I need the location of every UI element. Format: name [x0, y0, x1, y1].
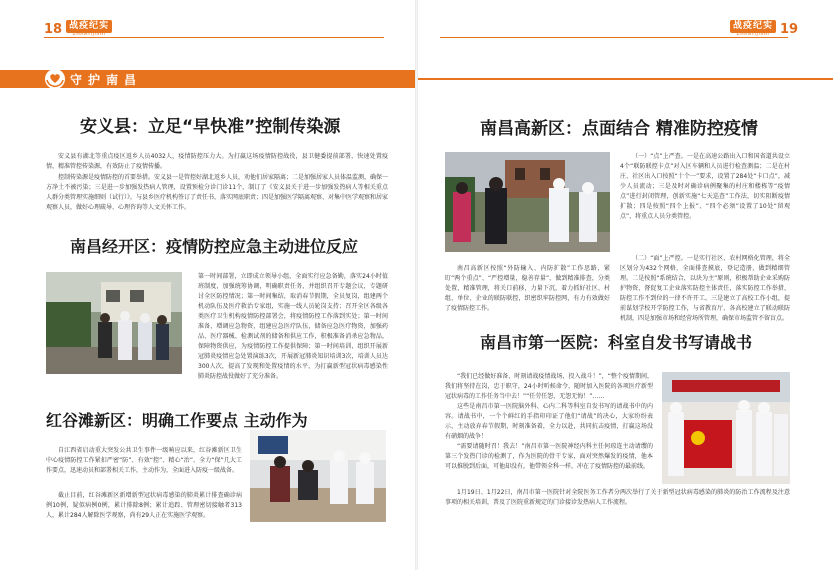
section-title: 守护南昌 [70, 73, 143, 87]
photo-gaoxin-checkpoint [445, 152, 610, 252]
photo-hospital-pledge [662, 372, 790, 484]
article-honggutan-paragraph-2: 截止目前，红谷滩新区新增新型冠状病毒感染的肺炎累计排查确诊病例10例，疑似病例0例，累计排除8例；累计追踪、管理密切接触者313人，累计284人解除医学观察，尚有29人正在实施医学观察。 [46, 492, 242, 519]
article-title-first-hospital: 南昌市第一医院：科室自发书写请战书 [480, 333, 753, 352]
right-page-number: 19 [780, 21, 799, 37]
right-logo-badge [730, 20, 776, 38]
article-honggutan-paragraph-1: 自江西省启动重大突发公共卫生事件一级响应以来，红谷滩新区卫生中心疫情防控工作紧扣严密“防”、有效“控”、精心“治”、全力“保”几大工作要点，迅速动员和部署相关工作，主动作为，全面进入防疫一级战备。 [46, 447, 242, 474]
right-header-rule [440, 37, 788, 38]
article-anyi-paragraph-1: 安义县有湖北等重点疫区返乡人员4032人，疫情防控压力大。为打赢这场疫情防控战役，县卫健委提前部署，快速处置疫情，精准管控传染源，有效防止了疫情传播。 [46, 153, 388, 170]
section-band-right [418, 78, 833, 80]
article-hospital-paragraph-3: “需要请随时召！我去！”南昌市第一医院神经内科主任何琼连主动请缨的第三个发热门诊的检测了，作为医院的骨干专家，面对突然爆发的疫情，他本可以推脱到后面，可他却没有，他带领全科一样，冲在了疫情防控的最前线。 [445, 443, 653, 470]
logo-text: 战疫纪实 [66, 20, 112, 33]
article-title-jingkai: 南昌经开区：疫情防控应急主动进位反应 [70, 237, 359, 256]
page-gutter [415, 0, 418, 570]
photo-honggutan-clinic [250, 430, 386, 522]
left-logo-badge [66, 20, 112, 38]
article-title-anyi: 安义县：立足“早快准”控制传染源 [80, 117, 341, 137]
left-page-number: 18 [44, 21, 63, 37]
left-header-rule [44, 37, 384, 38]
article-gaoxin-point-control: （一）“点”上严查。一是在高速公路出入口和国省道共设立4个“联防联控卡点”对入区车辆和人员进行检查测温；二是在村庄、社区出入口按照“十个一”要求，设置了284处“卡口点”，减少人员流动；三是及时对确诊病例聚集的村庄和楼栋等“疫情点”进行封闭管理，创新实施“七天巡查”工作法，切实阻断疫情扩散；四是按照“四个上报”、“四个必须”设置了10处“留观点”，将重点人员分类管控。 [620, 153, 790, 220]
article-title-gaoxin: 南昌高新区：点面结合 精准防控疫情 [480, 119, 758, 139]
right-header [730, 20, 798, 38]
article-gaoxin-summary: 南昌高新区按照“外防输入、内防扩散”工作思路，紧盯“两个重点”、“严控增量，稳善存量”，做到精准排查，分类处置，精准管理，将关口前移，力量下沉，着力抓好社区、村组、单位、企业的联防联控，织密织牢防控网，有力有效做好了疫情防控工作。 [445, 265, 610, 312]
article-hospital-paragraph-1: “我们已经做好准备，时刻请战疫情战场，投入战斗！”，“整个疫情期间，我们将坚持在岗，忠于职守，24小时听候命令，随时加入医院的各项医疗新型冠状病毒的工作任务当中去！”“任劳任怨，无怨无悔！”…… [445, 373, 653, 400]
article-anyi-paragraph-2: 控制传染源是疫情防控的首要举措。安义县一是管控好湖北返乡人员，劝他们居家隔离；二是加强居家人员体温监测，确保一方净土不被污染；三是进一步加强发热病人管理，设置预检分诊门诊11个，制订了《安义县关于进一步加强发热病人等相关重点人群分类管理实施细则（试行）》，与县乡医疗机构签订了责任书，落实网底职责；四是加强医学隔离观察、对集中医学观察和居家观察人员，做好心理疏导、心理咨询等人文关怀工作。 [46, 174, 389, 211]
article-hospital-paragraph-4: 1月19日、1月22日，南昌市第一医院针对全院医务工作者分两次举行了关于新型冠状病毒感染的肺炎的防治工作流程及注意事项的相关培训，普及了医院重新规定的门诊接诊发热病人工作流程。 [445, 489, 790, 506]
photo-jingkai-checkpoint [46, 272, 182, 374]
hands-heart-icon [44, 68, 66, 90]
article-hospital-paragraph-2: 这些是南昌市第一医院脑外科、心内二科等科室自发书写的请战书中的内容。请战书中，一个个鲜红的手指印印证了他们“请战”的决心，大家纷纷表示，主动放弃春节假期，时刻准备着，全力以赴，共同抗击疫情，打赢这场没有硝烟的战争！ [445, 403, 653, 440]
logo-subtext: ZHANYIJISHI [736, 32, 770, 37]
left-header [44, 20, 112, 38]
article-title-honggutan: 红谷滩新区：明确工作要点 主动作为 [46, 411, 308, 430]
article-jingkai-paragraph: 第一时间部署，立即成立领导小组，全面实行应急备勤，落实24小时值班制度，加强统筹协调，明确职责任务，并组织召开专题会议，专题研讨全区防控情况；第一时间集结，取消春节假期，全员复岗，组建两个机动队伍及医疗救治专家组，实施一线人员轮岗支持；召开全区各级各类医疗卫生机构疫情防控部署会，将疫情防控工作落到实处；第一时间准备，增调应急物资，组建应急医疗队伍，储备应急医疗物资，加强药品、医疗器械、检测试剂的储备和供应工作，积极准备消杀应急物品，保障物资供应，为疫情防控工作提供保障；第一时间培训，组织开展新冠肺炎疫情应急处置演练3次，开展新冠肺炎知识培训3次，培训人员达300人次，提高了发现和处置疫情的水平，为打赢新型冠状病毒感染性肺炎防控战役做好了充分准备。 [198, 273, 388, 380]
logo-subtext: ZHANYIJISHI [72, 32, 106, 37]
article-gaoxin-area-control: （二）“面”上严控。一是实行社区、农村网格化管理，将全区划分为432个网格，全面排查摸底，登记造册，做到精细管理。二是按照“系统结合，以块为主”原则，积极帮助企业采购防护物资，督促复工企业落实防控主体责任，落实防控工作举措，防控工作不到位的一律不许开工。三是建立了高校工作小组，提前谋划学校开学防控工作，与省教育厅、各高校建立了联动联防机制，四是加强市场和经营场所管理，确保市场监管不留盲点。 [620, 255, 790, 322]
logo-text: 战疫纪实 [730, 20, 776, 33]
